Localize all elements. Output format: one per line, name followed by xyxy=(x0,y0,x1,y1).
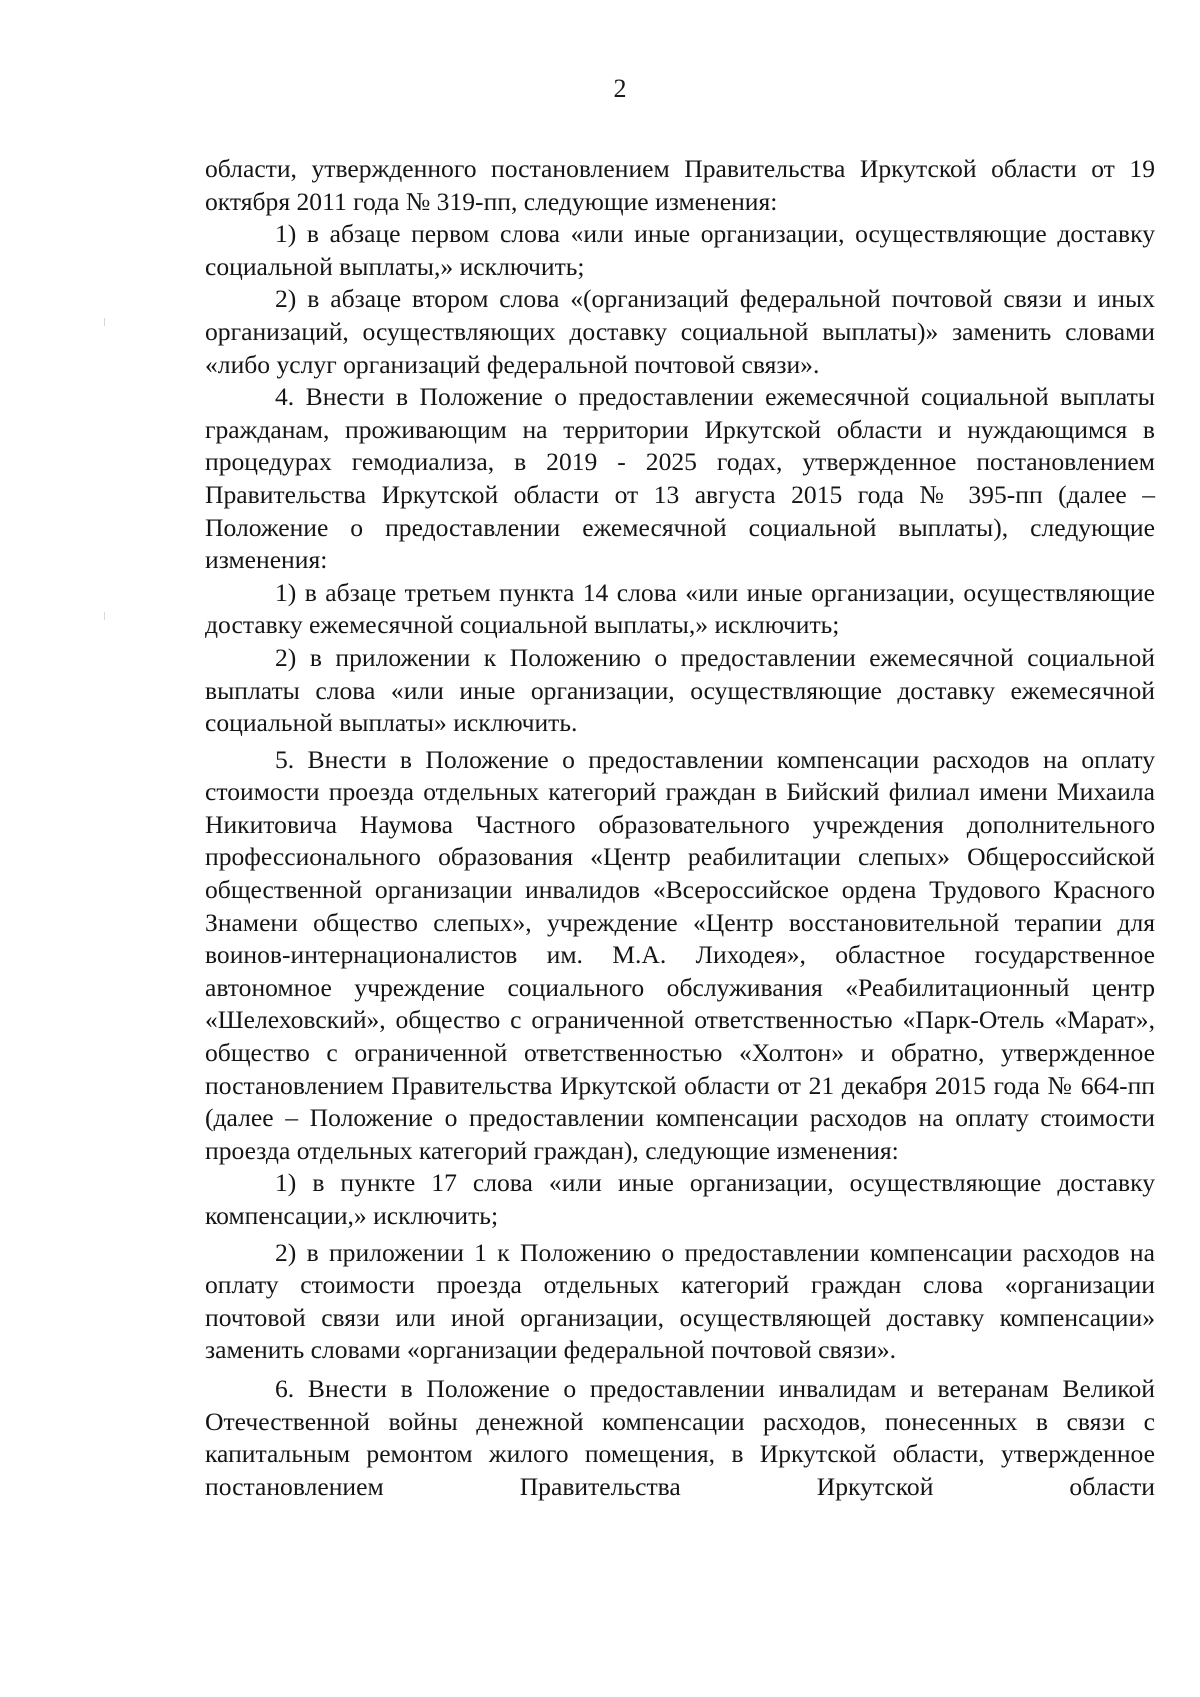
paragraph-item-5-2: 2) в приложении 1 к Положению о предоставлении компенсации расходов на оплату стоимости проезда отдельных категорий граждан слова «организации почтовой связи или иной организации, осуществляющей доставку компенсации» заменить словами «организации федеральной почтовой связи». xyxy=(205,1237,1155,1365)
paragraph-section-5: 5. Внести в Положение о предоставлении компенсации расходов на оплату стоимости проезда отдельных категорий граждан в Бийский филиал имени Михаила Никитовича Наумова Частного образовательного учреждения дополнительного профессионального образования «Центр реабилитации слепых» Общероссийской общественной организации инвалидов «Всероссийское ордена Трудового Красного Знамени общество слепых», учреждение «Центр восстановительной терапии для воинов-интернационалистов им. М.А. Лиходея», областное государственное автономное учреждение социального обслуживания «Реабилитационный центр «Шелеховский», общество с ограниченной ответственностью «Парк-Отель «Марат», общество с ограниченной ответственностью «Холтон» и обратно, утвержденное постановлением Правительства Иркутской области от 21 декабря 2015 года № 664-пп (далее – Положение о предоставлении компенсации расходов на оплату стоимости проезда отдельных категорий граждан), следующие изменения: xyxy=(205,744,1155,1165)
paragraph-item-3-2: 2) в абзаце втором слова «(организаций федеральной почтовой связи и иных организаций, осуществляющих доставку социальной выплаты)» заменить словами «либо услуг организаций федеральной почтовой связи». xyxy=(205,284,1155,379)
paragraph-item-4-2: 2) в приложении к Положению о предоставлении ежемесячной социальной выплаты слова «или иные организации, осуществляющие доставку ежемесячной социальной выплаты» исключить. xyxy=(205,642,1155,738)
paragraph-item-3-1: 1) в абзаце первом слова «или иные организации, осуществляющие доставку социальной выплаты,» исключить; xyxy=(205,219,1155,281)
document-body xyxy=(205,153,1155,1503)
paragraph-section-4: 4. Внести в Положение о предоставлении ежемесячной социальной выплаты гражданам, проживающим на территории Иркутской области и нуждающимся в процедурах гемодиализа, в 2019 - 2025 годах, утвержденное постановлением Правительства Иркутской области от 13 августа 2015 года № 395-пп (далее – Положение о предоставлении ежемесячной социальной выплаты), следующие изменения: xyxy=(205,382,1155,575)
paragraph-item-4-1: 1) в абзаце третьем пункта 14 слова «или иные организации, осуществляющие доставку ежемесячной социальной выплаты,» исключить; xyxy=(205,577,1155,640)
paragraph-continuation: области, утвержденного постановлением Правительства Иркутской области от 19 октября 2011 года № 319-пп, следующие изменения: xyxy=(205,154,1155,216)
page-number: 2 xyxy=(613,74,627,103)
scan-artifact-mark xyxy=(104,318,105,326)
paragraph-item-5-1: 1) в пункте 17 слова «или иные организации, осуществляющие доставку компенсации,» исключить; xyxy=(205,1168,1155,1230)
paragraph-section-6: 6. Внести в Положение о предоставлении инвалидам и ветеранам Великой Отечественной войны денежной компенсации расходов, понесенных в связи с капитальным ремонтом жилого помещения, в Иркутской области, утвержденное постановлением Правительства Иркутской области xyxy=(205,1373,1155,1501)
scan-artifact-mark xyxy=(104,612,105,620)
